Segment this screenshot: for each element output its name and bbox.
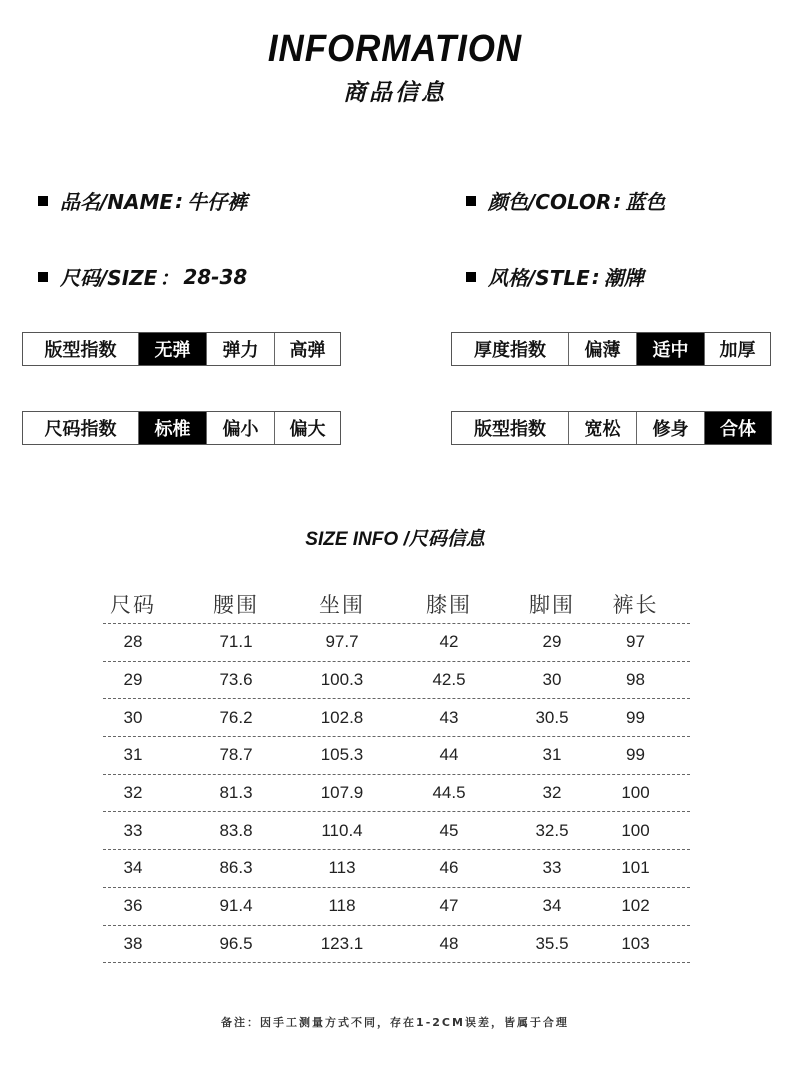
table-row <box>103 699 690 737</box>
table-cell: 33 <box>123 820 143 840</box>
table-cell: 97.7 <box>325 632 359 652</box>
table-row <box>103 662 690 700</box>
index-option: 无弹 <box>138 333 206 365</box>
table-cell: 113 <box>328 858 356 878</box>
size-info-title: SIZE INFO /尺码信息 <box>305 529 485 550</box>
table-cell: 100 <box>621 783 650 803</box>
table-cell: 28 <box>123 632 143 652</box>
table-header-cell: 膝围 <box>426 592 472 617</box>
table-row <box>103 737 690 775</box>
table-cell: 45 <box>439 820 459 840</box>
table-cell: 76.2 <box>219 707 253 727</box>
table-cell: 42.5 <box>432 670 466 690</box>
index-option: 修身 <box>636 412 704 444</box>
table-cell: 42 <box>439 632 459 652</box>
table-cell: 29 <box>123 670 143 690</box>
table-cell: 71.1 <box>219 632 253 652</box>
table-cell: 46 <box>439 858 459 878</box>
square-bullet-icon <box>466 272 476 282</box>
index-option: 宽松 <box>568 412 636 444</box>
table-cell: 30 <box>123 707 143 727</box>
table-row <box>103 926 690 964</box>
table-cell: 30.5 <box>535 707 569 727</box>
table-row <box>103 775 690 813</box>
index-label: 厚度指数 <box>474 340 546 361</box>
table-cell: 86.3 <box>219 858 253 878</box>
table-cell: 101 <box>621 858 650 878</box>
table-cell: 110.4 <box>321 820 363 840</box>
table-cell: 102.8 <box>320 707 364 727</box>
index-label: 版型指数 <box>474 419 546 440</box>
index-thickness <box>451 332 771 366</box>
index-option: 弹力 <box>206 333 274 365</box>
table-header-row <box>103 584 690 624</box>
square-bullet-icon <box>466 196 476 206</box>
index-option: 偏小 <box>206 412 274 444</box>
index-option: 高弹 <box>274 333 340 365</box>
index-option: 标椎 <box>138 412 206 444</box>
table-header-cell: 腰围 <box>213 592 259 617</box>
table-cell: 83.8 <box>219 820 253 840</box>
table-cell: 34 <box>542 896 562 916</box>
table-cell: 100 <box>621 820 650 840</box>
info-color: 颜色/COLOR : 蓝色 <box>466 186 665 215</box>
table-cell: 98 <box>626 670 645 690</box>
square-bullet-icon <box>38 272 48 282</box>
table-cell: 29 <box>542 632 562 652</box>
table-cell: 33 <box>542 858 562 878</box>
table-cell: 91.4 <box>219 896 253 916</box>
table-row <box>103 624 690 662</box>
index-label: 尺码指数 <box>44 419 117 440</box>
table-cell: 99 <box>626 745 645 765</box>
title-en: INFORMATION <box>267 28 523 70</box>
table-cell: 36 <box>123 896 143 916</box>
table-header-cell: 尺码 <box>110 592 156 617</box>
index-option: 适中 <box>636 333 704 365</box>
table-cell: 32 <box>542 783 562 803</box>
index-elasticity <box>22 332 341 366</box>
size-table <box>103 584 690 963</box>
table-cell: 107.9 <box>320 783 364 803</box>
table-cell: 100.3 <box>320 670 364 690</box>
table-cell: 34 <box>123 858 143 878</box>
table-cell: 99 <box>626 707 645 727</box>
index-size-fit <box>22 411 341 445</box>
info-style: 风格/STLE : 潮牌 <box>466 262 644 291</box>
index-label: 版型指数 <box>44 340 117 361</box>
index-cut <box>451 411 772 445</box>
table-header-cell: 脚围 <box>529 592 575 617</box>
title-cn: 商品信息 <box>343 80 447 106</box>
table-cell: 102 <box>621 896 650 916</box>
table-cell: 97 <box>626 632 645 652</box>
table-header-cell: 坐围 <box>319 592 365 617</box>
table-row <box>103 850 690 888</box>
table-cell: 32.5 <box>535 820 569 840</box>
table-row <box>103 888 690 926</box>
table-cell: 38 <box>123 933 143 953</box>
table-cell: 43 <box>439 707 459 727</box>
table-cell: 105.3 <box>320 745 364 765</box>
table-cell: 44.5 <box>432 783 466 803</box>
footnote: 备注：因手工测量方式不同，存在1-2CM误差，皆属于合理 <box>221 1016 569 1029</box>
info-size: 尺码/SIZE ： 28-38 <box>38 262 247 291</box>
table-cell: 73.6 <box>219 670 253 690</box>
table-cell: 48 <box>439 933 459 953</box>
table-cell: 103 <box>621 933 650 953</box>
table-cell: 32 <box>123 783 143 803</box>
index-option: 偏薄 <box>568 333 636 365</box>
table-cell: 78.7 <box>219 745 253 765</box>
table-cell: 30 <box>542 670 562 690</box>
table-cell: 47 <box>439 896 459 916</box>
index-option: 加厚 <box>704 333 770 365</box>
table-cell: 31 <box>123 745 143 765</box>
index-option: 合体 <box>704 412 771 444</box>
table-cell: 31 <box>542 745 562 765</box>
table-cell: 44 <box>439 745 459 765</box>
table-cell: 96.5 <box>219 933 253 953</box>
square-bullet-icon <box>38 196 48 206</box>
index-option: 偏大 <box>274 412 340 444</box>
table-cell: 123.1 <box>320 933 364 953</box>
table-cell: 35.5 <box>535 933 569 953</box>
table-row <box>103 812 690 850</box>
table-cell: 81.3 <box>219 783 253 803</box>
table-cell: 118 <box>328 896 356 916</box>
info-name: 品名/NAME : 牛仔裤 <box>38 186 247 215</box>
table-header-cell: 裤长 <box>612 592 659 617</box>
